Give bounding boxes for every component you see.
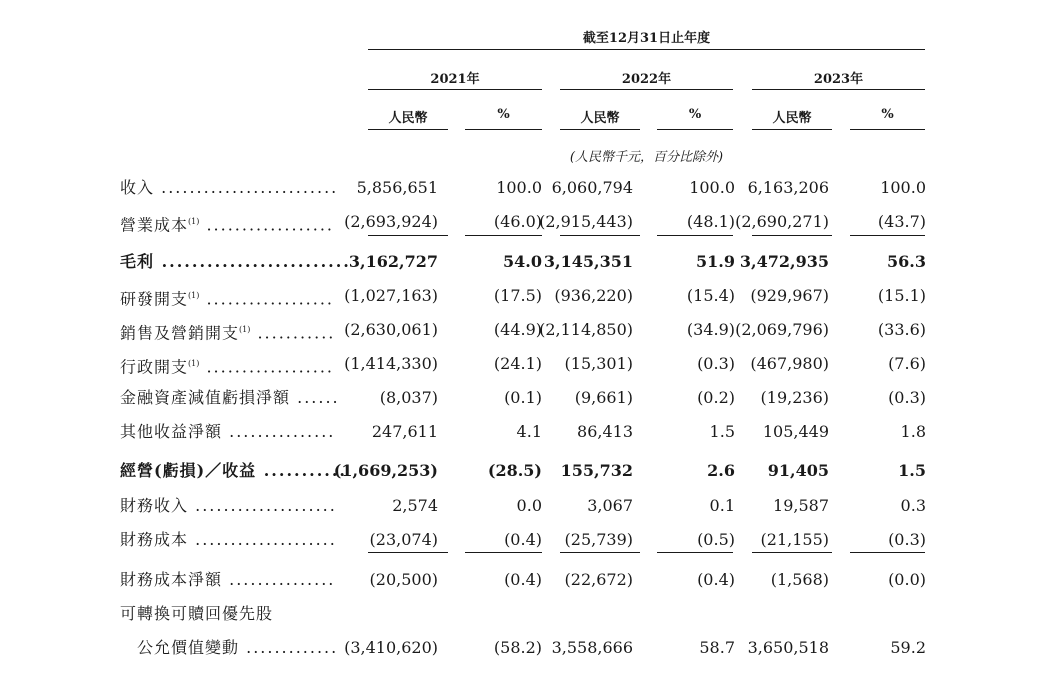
year-2021-rule bbox=[368, 89, 542, 90]
row-label-text: 財務收入 bbox=[120, 496, 189, 515]
amount-cell: (3,410,620) bbox=[344, 638, 438, 657]
period-rule bbox=[368, 49, 925, 50]
col-pct-2022: % bbox=[688, 107, 702, 122]
amount-cell: (1,568) bbox=[770, 570, 829, 589]
amount-cell: (21,155) bbox=[760, 530, 829, 549]
year-2023-heading: 2023年 bbox=[813, 72, 864, 87]
amount-cell: (2,915,443) bbox=[539, 212, 633, 231]
table-row bbox=[0, 177, 1056, 199]
dot-leader: ........... bbox=[256, 461, 347, 480]
amount-cell: (15,301) bbox=[564, 354, 633, 373]
col-rule-rmb-2021 bbox=[368, 129, 448, 130]
percent-cell: (15.4) bbox=[686, 286, 735, 305]
percent-cell: 54.0 bbox=[503, 252, 542, 271]
percent-cell: (33.6) bbox=[877, 320, 926, 339]
percent-cell: (7.6) bbox=[888, 354, 926, 373]
row-label bbox=[120, 421, 335, 443]
col-rule-rmb-2023 bbox=[752, 129, 832, 130]
table-row bbox=[0, 495, 1056, 517]
amount-cell: 91,405 bbox=[767, 461, 829, 480]
amount-cell: (22,672) bbox=[564, 570, 633, 589]
subtotal-rule bbox=[657, 235, 733, 236]
percent-cell: (0.3) bbox=[697, 354, 735, 373]
subtotal-rule bbox=[752, 552, 832, 553]
percent-cell: (0.0) bbox=[888, 570, 926, 589]
amount-cell: 3,650,518 bbox=[747, 638, 829, 657]
row-label-text: 收入 bbox=[120, 178, 155, 197]
percent-cell: 59.2 bbox=[890, 638, 926, 657]
year-2023-rule bbox=[752, 89, 925, 90]
row-label-text: 營業成本 bbox=[120, 215, 189, 235]
amount-cell: 105,449 bbox=[762, 422, 829, 441]
row-label-text: 研發開支 bbox=[120, 289, 189, 309]
footnote-marker: (1) bbox=[188, 359, 200, 368]
col-rmb-2022: 人民幣 bbox=[580, 111, 620, 126]
amount-cell: (20,500) bbox=[369, 570, 438, 589]
row-label bbox=[120, 460, 347, 482]
percent-cell: 100.0 bbox=[496, 178, 542, 197]
amount-cell: 3,558,666 bbox=[551, 638, 633, 657]
percent-cell: (24.1) bbox=[493, 354, 542, 373]
amount-cell: 3,145,351 bbox=[543, 252, 633, 271]
percent-cell: (0.2) bbox=[697, 388, 735, 407]
dot-leader: ........... bbox=[250, 323, 336, 343]
amount-cell: 5,856,651 bbox=[356, 178, 438, 197]
year-2022-heading: 2022年 bbox=[621, 72, 672, 87]
percent-cell: 100.0 bbox=[689, 178, 735, 197]
table-row bbox=[0, 603, 1056, 625]
row-label-text: 毛利 bbox=[120, 252, 155, 271]
table-row bbox=[0, 251, 1056, 273]
table-row bbox=[0, 421, 1056, 443]
dot-leader: .................. bbox=[199, 357, 334, 377]
percent-cell: (0.3) bbox=[888, 388, 926, 407]
percent-cell: 51.9 bbox=[696, 252, 735, 271]
row-label-text: 財務成本 bbox=[120, 530, 189, 549]
col-rule-pct-2021 bbox=[465, 129, 542, 130]
row-label bbox=[120, 211, 334, 236]
row-label-text: 公允價值變動 bbox=[137, 638, 240, 657]
row-label bbox=[120, 319, 335, 344]
table-row bbox=[0, 529, 1056, 551]
table-row bbox=[0, 211, 1056, 233]
percent-cell: 0.3 bbox=[900, 496, 926, 515]
percent-cell: 1.8 bbox=[900, 422, 926, 441]
amount-cell: (25,739) bbox=[564, 530, 633, 549]
period-heading: 截至12月31日止年度 bbox=[582, 31, 711, 46]
dot-leader: .................... bbox=[188, 496, 337, 515]
row-label-text: 金融資產減值虧損淨額 bbox=[120, 388, 291, 407]
percent-cell: (28.5) bbox=[487, 461, 542, 480]
row-label-text: 行政開支 bbox=[120, 357, 189, 377]
subtotal-rule bbox=[368, 235, 448, 236]
dot-leader: .................... bbox=[188, 530, 337, 549]
percent-cell: (43.7) bbox=[877, 212, 926, 231]
amount-cell: (936,220) bbox=[554, 286, 633, 305]
amount-cell: (23,074) bbox=[369, 530, 438, 549]
amount-cell: (8,037) bbox=[379, 388, 438, 407]
dot-leader: ......................... bbox=[154, 178, 339, 197]
percent-cell: (46.0) bbox=[493, 212, 542, 231]
percent-cell: 2.6 bbox=[707, 461, 735, 480]
col-pct-2021: % bbox=[497, 107, 510, 122]
table-row bbox=[0, 569, 1056, 591]
amount-cell: (2,069,796) bbox=[735, 320, 829, 339]
row-label bbox=[120, 603, 273, 625]
dot-leader: ............. bbox=[239, 638, 339, 657]
subtotal-rule bbox=[850, 235, 925, 236]
amount-cell: (2,114,850) bbox=[539, 320, 633, 339]
amount-cell: 2,574 bbox=[392, 496, 438, 515]
percent-cell: 0.1 bbox=[709, 496, 735, 515]
row-label bbox=[120, 177, 338, 199]
row-label-text: 經營(虧損)／收益 bbox=[120, 461, 257, 480]
footnote-marker: (1) bbox=[188, 291, 200, 300]
percent-cell: (17.5) bbox=[493, 286, 542, 305]
percent-cell: (34.9) bbox=[686, 320, 735, 339]
percent-cell: 4.1 bbox=[516, 422, 542, 441]
amount-cell: (929,967) bbox=[750, 286, 829, 305]
dot-leader: .................. bbox=[199, 289, 334, 309]
table-row bbox=[0, 460, 1056, 482]
percent-cell: 58.7 bbox=[699, 638, 735, 657]
amount-cell: (1,669,253) bbox=[333, 461, 438, 480]
dot-leader: ............... bbox=[222, 570, 336, 589]
row-label bbox=[120, 495, 337, 517]
year-2022-rule bbox=[560, 89, 733, 90]
amount-cell: (2,693,924) bbox=[344, 212, 438, 231]
row-label bbox=[120, 387, 340, 409]
amount-cell: 155,732 bbox=[560, 461, 633, 480]
percent-cell: (15.1) bbox=[877, 286, 926, 305]
row-label-text: 財務成本淨額 bbox=[120, 570, 223, 589]
row-label bbox=[120, 251, 351, 273]
amount-cell: (1,414,330) bbox=[344, 354, 438, 373]
dot-leader: ...... bbox=[290, 388, 340, 407]
footnote-marker: (1) bbox=[239, 325, 251, 334]
dot-leader: .................. bbox=[199, 215, 334, 235]
dot-leader: ......................... bbox=[154, 252, 351, 271]
percent-cell: 1.5 bbox=[898, 461, 926, 480]
table-row bbox=[0, 285, 1056, 307]
amount-cell: 19,587 bbox=[773, 496, 829, 515]
amount-cell: 86,413 bbox=[577, 422, 633, 441]
amount-cell: (2,630,061) bbox=[344, 320, 438, 339]
amount-cell: 6,060,794 bbox=[551, 178, 633, 197]
row-label bbox=[137, 637, 338, 659]
col-rule-pct-2023 bbox=[850, 129, 925, 130]
unit-note: (人民幣千元，百分比除外) bbox=[569, 150, 724, 165]
amount-cell: 247,611 bbox=[371, 422, 438, 441]
subtotal-rule bbox=[465, 552, 542, 553]
percent-cell: (0.3) bbox=[888, 530, 926, 549]
percent-cell: 56.3 bbox=[887, 252, 926, 271]
amount-cell: 3,162,727 bbox=[348, 252, 438, 271]
percent-cell: (0.4) bbox=[697, 570, 735, 589]
subtotal-rule bbox=[368, 552, 448, 553]
amount-cell: (19,236) bbox=[760, 388, 829, 407]
percent-cell: (0.4) bbox=[504, 530, 542, 549]
percent-cell: (0.5) bbox=[697, 530, 735, 549]
amount-cell: (2,690,271) bbox=[735, 212, 829, 231]
dot-leader: ............... bbox=[222, 422, 336, 441]
percent-cell: (48.1) bbox=[686, 212, 735, 231]
col-pct-2023: % bbox=[881, 107, 894, 122]
percent-cell: 1.5 bbox=[709, 422, 735, 441]
row-label bbox=[120, 285, 334, 310]
row-label-text: 其他收益淨額 bbox=[120, 422, 223, 441]
amount-cell: 3,067 bbox=[587, 496, 633, 515]
col-rmb-2023: 人民幣 bbox=[772, 111, 812, 126]
percent-cell: (58.2) bbox=[493, 638, 542, 657]
amount-cell: (1,027,163) bbox=[344, 286, 438, 305]
row-label bbox=[120, 353, 334, 378]
year-2021-heading: 2021年 bbox=[430, 72, 480, 87]
table-row bbox=[0, 637, 1056, 659]
table-row bbox=[0, 353, 1056, 375]
table-row bbox=[0, 319, 1056, 341]
table-row bbox=[0, 387, 1056, 409]
col-rmb-2021: 人民幣 bbox=[388, 111, 428, 126]
row-label bbox=[120, 529, 337, 551]
row-label-text: 銷售及營銷開支 bbox=[120, 323, 240, 343]
subtotal-rule bbox=[850, 552, 925, 553]
row-label bbox=[120, 569, 335, 591]
subtotal-rule bbox=[657, 552, 733, 553]
subtotal-rule bbox=[752, 235, 832, 236]
col-rule-pct-2022 bbox=[657, 129, 733, 130]
percent-cell: (44.9) bbox=[493, 320, 542, 339]
amount-cell: 6,163,206 bbox=[747, 178, 829, 197]
col-rule-rmb-2022 bbox=[560, 129, 640, 130]
row-label-text: 可轉換可贖回優先股 bbox=[120, 604, 274, 623]
subtotal-rule bbox=[560, 235, 640, 236]
amount-cell: (467,980) bbox=[750, 354, 829, 373]
subtotal-rule bbox=[465, 235, 542, 236]
percent-cell: (0.1) bbox=[504, 388, 542, 407]
amount-cell: (9,661) bbox=[574, 388, 633, 407]
footnote-marker: (1) bbox=[188, 217, 200, 226]
percent-cell: (0.4) bbox=[504, 570, 542, 589]
percent-cell: 0.0 bbox=[516, 496, 542, 515]
amount-cell: 3,472,935 bbox=[739, 252, 829, 271]
percent-cell: 100.0 bbox=[880, 178, 926, 197]
subtotal-rule bbox=[560, 552, 640, 553]
